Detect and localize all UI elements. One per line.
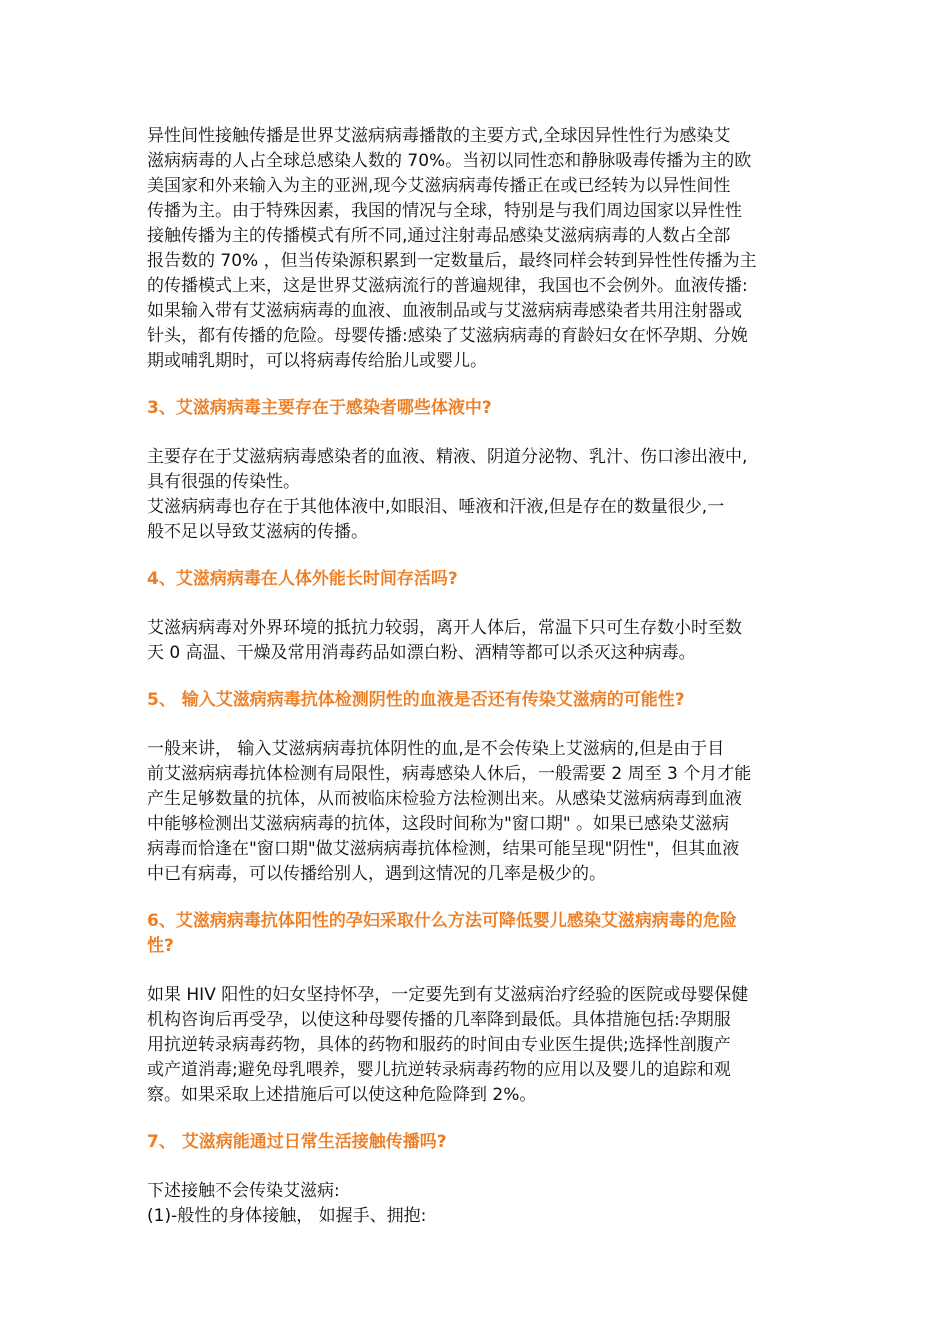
- text-line: 病毒而恰逢在"窗口期"做艾滋病病毒抗体检测，结果可能呈现"阴性"，但其血液: [147, 839, 740, 859]
- text-line: 异性间性接触传播是世界艾滋病病毒播散的主要方式,全球因异性性行为感染艾: [147, 126, 731, 146]
- question-3-answer: [147, 445, 812, 545]
- text-line: (1)-般性的身体接触， 如握手、拥抱:: [147, 1206, 427, 1226]
- text-line: 产生足够数量的抗体，从而被临床检验方法检测出来。从感染艾滋病病毒到血液: [147, 789, 742, 809]
- text-line: 如果 HIV 阳性的妇女坚持怀孕，一定要先到有艾滋病治疗经验的医院或母婴保健: [147, 985, 749, 1005]
- question-5-heading: 5、 输入艾滋病病毒抗体检测阴性的血液是否还有传染艾滋病的可能性?: [147, 690, 685, 710]
- question-3-heading: 3、艾滋病病毒主要存在于感染者哪些体液中?: [147, 398, 492, 418]
- text-line: 用抗逆转录病毒药物，具体的药物和服药的时间由专业医生提供;选择性剖腹产: [147, 1035, 731, 1055]
- text-line: 如果输入带有艾滋病病毒的血液、血液制品或与艾滋病病毒感染者共用注射器或: [147, 301, 742, 321]
- text-line: 或产道消毒;避免母乳喂养，婴儿抗逆转录病毒药物的应用以及婴儿的追踪和观: [147, 1060, 731, 1080]
- text-line: 一般来讲， 输入艾滋病病毒抗体阴性的血,是不会传染上艾滋病的,但是由于目: [147, 739, 725, 759]
- question-6-answer: [147, 983, 812, 1108]
- text-line: 传播为主。由于特殊因素，我国的情况与全球，特别是与我们周边国家以异性性: [147, 201, 742, 221]
- text-line: 滋病病毒的人占全球总感染人数的 70%。当初以同性恋和静脉吸毒传播为主的欧: [147, 151, 752, 171]
- text-line: 报告数的 70% ，但当传染源积累到一定数量后，最终同样会转到异性性传播为主: [147, 251, 757, 271]
- text-line: 艾滋病病毒对外界环境的抵抗力较弱，离开人体后，常温下只可生存数小时至数: [147, 618, 742, 638]
- text-line: 天 0 高温、干燥及常用消毒药品如漂白粉、酒精等都可以杀灭这种病毒。: [147, 643, 696, 663]
- question-6-heading: 6、艾滋病病毒抗体阳性的孕妇采取什么方法可降低婴儿感染艾滋病病毒的危险 性?: [147, 911, 737, 956]
- text-line: 艾滋病病毒也存在于其他体液中,如眼泪、唾液和汗液,但是存在的数量很少,一: [147, 497, 725, 517]
- text-line: 前艾滋病病毒抗体检测有局限性，病毒感染人休后，一般需要 2 周至 3 个月才能: [147, 764, 752, 784]
- question-5-answer: [147, 737, 812, 887]
- question-4-heading: 4、艾滋病病毒在人体外能长时间存活吗?: [147, 569, 458, 589]
- text-line: 具有很强的传染性。: [147, 472, 300, 492]
- text-line: 下述接触不会传染艾滋病:: [147, 1181, 340, 1201]
- intro-paragraph: [147, 124, 812, 374]
- text-line: 般不足以导致艾滋病的传播。: [147, 522, 368, 542]
- text-line: 机构咨询后再受孕，以使这种母婴传播的几率降到最低。具体措施包括:孕期服: [147, 1010, 731, 1030]
- text-line: 中已有病毒，可以传播给别人，遇到这情况的几率是极少的。: [147, 864, 606, 884]
- text-line: 主要存在于艾滋病病毒感染者的血液、精液、阴道分泌物、乳汁、伤口渗出液中,: [147, 447, 748, 467]
- text-line: 察。如果采取上述措施后可以使这种危险降到 2%。: [147, 1085, 537, 1105]
- question-4-answer: [147, 616, 812, 666]
- text-line: 的传播模式上来，这是世界艾滋病流行的普遍规律，我国也不会例外。血液传播:: [147, 276, 748, 296]
- text-line: 中能够检测出艾滋病病毒的抗体，这段时间称为"窗口期" 。如果已感染艾滋病: [147, 814, 730, 834]
- document-page: [147, 124, 812, 1229]
- question-7-answer: [147, 1179, 812, 1229]
- question-7-heading: 7、 艾滋病能通过日常生活接触传播吗?: [147, 1132, 447, 1152]
- text-line: 接触传播为主的传播模式有所不同,通过注射毒品感染艾滋病病毒的人数占全部: [147, 226, 731, 246]
- text-line: 期或哺乳期时，可以将病毒传给胎儿或婴儿。: [147, 351, 487, 371]
- text-line: 针头，都有传播的危险。母婴传播:感染了艾滋病病毒的育龄妇女在怀孕期、分娩: [147, 326, 748, 346]
- text-line: 美国家和外来输入为主的亚洲,现今艾滋病病毒传播正在或已经转为以异性间性: [147, 176, 731, 196]
